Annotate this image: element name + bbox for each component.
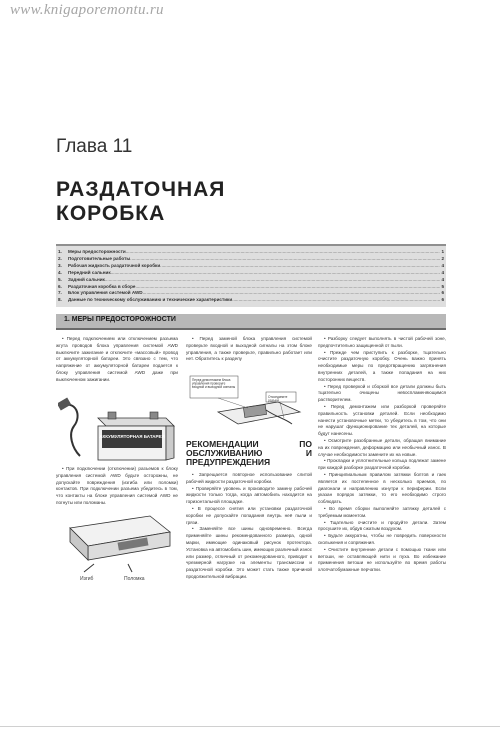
- paragraph: • Перед подключением или отключением разъема жгута проводов блока управления системой AWD выключите зажигание и отключите «массовый» провод от аккумуляторной батареи. Это связано с тем, что напряжение от аккумуляторной батареи подается к блоку управления системой AWD даже при выключенном зажигании.: [56, 336, 178, 382]
- column-3: [318, 336, 446, 574]
- caption-broken: Поломка: [124, 576, 145, 582]
- toc-leader: [111, 270, 441, 277]
- paragraph: • Тщательно очистите и продуйте детали. Затем просушите их, обдув сжатым воздухом.: [318, 519, 446, 532]
- caption-bent: Изгиб: [80, 576, 94, 582]
- footer-divider: [0, 726, 500, 727]
- toc-page: 2: [441, 255, 444, 261]
- toc-page: 4: [441, 269, 444, 275]
- toc-page: 6: [441, 297, 444, 303]
- toc-row[interactable]: [58, 263, 444, 270]
- bent-pin-icon: [84, 564, 94, 572]
- toc-num: 3.: [58, 262, 62, 268]
- battery-terminal-icon: [150, 412, 158, 419]
- toc-page: 4: [441, 262, 444, 268]
- site-watermark: www.knigaporemontu.ru: [10, 2, 164, 18]
- section-heading: 1. МЕРЫ ПРЕДОСТОРОЖНОСТИ: [64, 316, 176, 323]
- paragraph: • Перед заменой блока управления системой проверьте входной и выходной сигналы на этом блоке управления, а также проверьте, правильно работает или нет. Обратитесь к разделу: [186, 336, 312, 362]
- toc-leader: [160, 263, 440, 270]
- toc-page: 6: [441, 290, 444, 296]
- paragraph: • Запрещается повторное использование слитой рабочей жидкости раздаточной коробки.: [186, 472, 312, 484]
- toc-label: Задний сальник: [68, 276, 105, 282]
- table-of-contents: [56, 244, 446, 307]
- paragraph: • Проверяйте уровень и производите замену рабочей жидкости только тогда, когда автомобиль находится на горизонтальной площадке.: [186, 485, 312, 505]
- paragraph: • Заменяйте все шины одновременно. Всегда применяйте шины рекомендованного размера, одной марки, имеющие одинаковый рисунок протектора. Установка на автомобиль шин, имеющих различный износ или размер, отличный от рекомендованного, приводит к чрезмерной нагрузке на элементы трансмиссии и раздаточной коробки. Это может стать также причиной продолжительной вибрации.: [186, 526, 312, 579]
- control-unit-illustration: [188, 372, 312, 434]
- toc-num: 2.: [58, 255, 62, 261]
- battery-label: АККУМУЛЯТОРНАЯ БАТАРЕЯ: [99, 434, 165, 439]
- toc-leader: [135, 284, 440, 291]
- battery-terminal-icon: [108, 412, 116, 419]
- paragraph: • Во время сборки выполняйте затяжку деталей с требуемым моментом.: [318, 505, 446, 518]
- toc-label: Меры предосторожности: [68, 249, 126, 254]
- toc-page: 1: [441, 249, 444, 254]
- toc-page: 5: [441, 283, 444, 289]
- toc-row[interactable]: [58, 297, 444, 304]
- battery-side: [166, 426, 174, 460]
- ground-cable: [62, 405, 80, 456]
- paragraph: • В процессе снятия или установки раздаточной коробки не допускайте попадания внутрь неё пыли и грязи.: [186, 505, 312, 525]
- column-1-bottom: [56, 466, 178, 507]
- page-title: [56, 178, 225, 226]
- battery-label-plate: [102, 430, 162, 448]
- toc-leader: [105, 277, 441, 284]
- column-2-top: [186, 336, 312, 363]
- paragraph: • Перед демонтажем или разборкой проверяйте правильность установки деталей. Если необходимо нанести установочные метки, то убедитесь в том, что они не нарушат функционирование тех деталей, на которые будут нанесены.: [318, 403, 446, 437]
- toc-num: 6.: [58, 283, 62, 289]
- cable-terminal-icon: [58, 398, 71, 411]
- paragraph: • Прежде чем приступить к разборке, тщательно очистите раздаточную коробку. Очень важно принять необходимые меры по предотвращению загрязнения внутренних деталей, а также попадания на них посторонних веществ.: [318, 349, 446, 382]
- toc-label: Подготовительные работы: [68, 255, 131, 261]
- paragraph: • Принципиальным правилом затяжки болтов и гаек является их постепенное в несколько приемов, по диагонали и направлению изнутри к периферии. Если указан порядок затяжки, то его необходимо строго соблюдать.: [318, 471, 446, 505]
- toc-num: 5.: [58, 276, 62, 282]
- toc-label: Рабочая жидкость раздаточной коробки: [68, 262, 161, 268]
- paragraph: • Прокладки и уплотнительные кольца подлежат замене при каждой разборке раздаточной коробки.: [318, 458, 446, 471]
- toc-num: 4.: [58, 269, 62, 275]
- toc-num: 8.: [58, 297, 62, 303]
- battery-illustration: [58, 396, 178, 464]
- column-1-top: [56, 336, 178, 384]
- toc-leader: [232, 297, 440, 304]
- toc-row[interactable]: [58, 270, 444, 277]
- paragraph: • Перед проверкой и сборкой все детали должны быть тщательно очищены невоспламеняющимся растворителем.: [318, 383, 446, 403]
- chapter-label: Глава 11: [56, 136, 133, 157]
- toc-label: Передний сальник: [68, 269, 111, 275]
- paragraph: • При подключении (отключении) разъемов к блоку управления системой AWD будьте осторожны, не допускайте повреждения (изгиба или поломки) контактов. При подключении разъема убедитесь в том, что контакты на блоке управления системой AWD не погнуты или поломаны.: [56, 466, 178, 505]
- toc-label: Блок управления системой AWD: [68, 290, 143, 296]
- paragraph: • Осмотрите разобранные детали, обращая внимание на их повреждения, деформацию или необычный износ. В случае необходимости замените их на новые.: [318, 437, 446, 457]
- title-line-2: КОРОБКА: [56, 202, 166, 225]
- callout-text: Отсоедините разъем: [268, 395, 288, 403]
- paragraph: • Будьте аккуратны, чтобы не повредить поверхности скольжения и сопряжения.: [318, 533, 446, 545]
- paragraph: • Разборку следует выполнять в чистой рабочей зоне, предпочтительно защищенной от пыли.: [318, 336, 446, 348]
- broken-pin-icon: [128, 564, 132, 572]
- connector-illustration: [58, 502, 178, 582]
- column-2-bottom: [186, 436, 312, 581]
- paragraph: • Очистите внутренние детали с помощью ткани или ветоши, не оставляющей нити и пуха. Во избежание применения ветоши не используйте во время работы хлопчатобумажные перчатки.: [318, 546, 446, 573]
- section-heading-bar: [56, 314, 446, 330]
- title-line-1: РАЗДАТОЧНАЯ: [56, 178, 226, 201]
- toc-num: 1.: [58, 249, 62, 254]
- callout-text: Перед демонтажем блока управления проверьте входной и выходной сигналы: [192, 378, 236, 390]
- toc-leader: [126, 249, 441, 256]
- toc-num: 7.: [58, 290, 62, 296]
- toc-row[interactable]: [58, 277, 444, 284]
- recommendations-heading: РЕКОМЕНДАЦИИ ПО ОБСЛУЖИВАНИЮ И ПРЕДУПРЕЖДЕНИЯ: [186, 439, 312, 467]
- toc-leader: [130, 256, 440, 263]
- leader-line: [218, 398, 248, 408]
- toc-label: Раздаточная коробка в сборе: [68, 283, 136, 289]
- toc-label: Данные по техническому обслуживанию и технические характеристики: [68, 297, 233, 303]
- toc-row[interactable]: [58, 256, 444, 263]
- toc-row[interactable]: [58, 249, 444, 256]
- toc-page: 4: [441, 276, 444, 282]
